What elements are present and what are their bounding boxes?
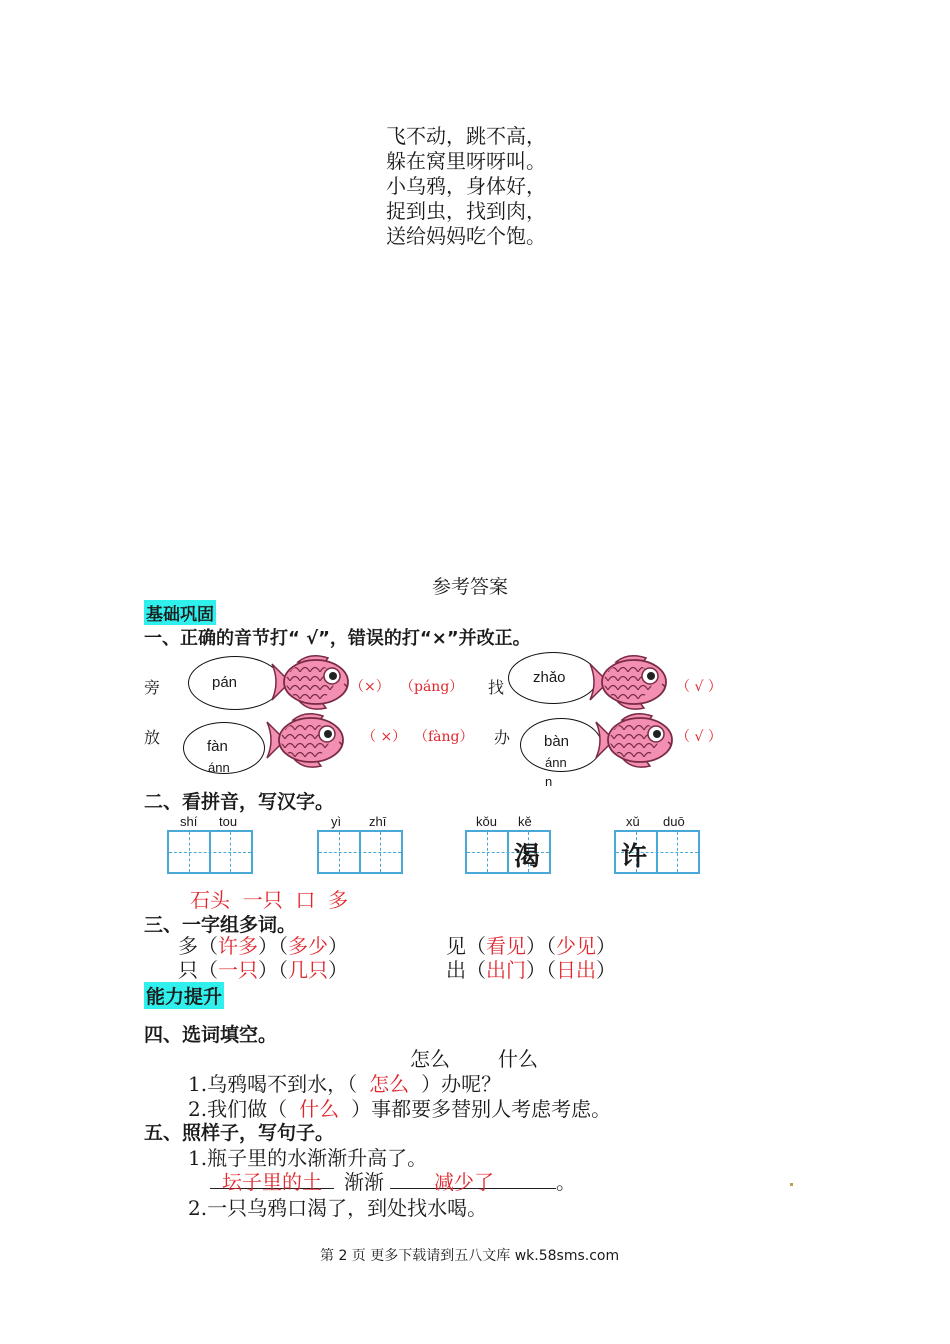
q3-word: 多少 — [288, 934, 328, 958]
poem — [386, 124, 546, 249]
q3-title: 三、一字组多词。 — [144, 914, 297, 936]
q3-row: 出（出门）（日出） — [446, 958, 616, 982]
q3-row: 只（一只）（几只） — [178, 958, 348, 982]
section-advance-label: 能力提升 — [144, 982, 224, 1009]
fish-icon — [270, 654, 354, 714]
q1-char: 办 — [494, 728, 511, 747]
grid-pinyin: tou — [219, 814, 238, 829]
q4-sentence-post: ）办呢？ — [421, 1072, 502, 1096]
q3-char: 见 — [446, 934, 466, 958]
q2-answer: 石头 一只 口 多 — [190, 888, 349, 912]
grid-pinyin: shí — [180, 814, 198, 829]
poem-line: 躲在窝里呀呀叫。 — [386, 149, 546, 173]
q1-mark: （ √ ） — [676, 679, 722, 695]
q3-word: 出门 — [486, 958, 526, 982]
q4-answer: 怎么 — [369, 1072, 410, 1096]
q4-sentence-pre: 1.乌鸦喝不到水，（ — [188, 1072, 358, 1096]
poem-line: 小乌鸦，身体好， — [386, 174, 546, 198]
q1-title: 一、正确的音节打“ √”，错误的打“×”并改正。 — [144, 628, 531, 649]
poem-line: 送给妈妈吃个饱。 — [386, 224, 546, 248]
q3-row: 多（许多）（多少） — [178, 934, 348, 958]
q3-char: 多 — [178, 934, 198, 958]
q4-option: 什么 — [498, 1047, 538, 1071]
q5-title: 五、照样子，写句子。 — [144, 1122, 335, 1144]
q4-title: 四、选词填空。 — [144, 1024, 278, 1046]
poem-line: 捉到虫，找到肉， — [386, 199, 546, 223]
q3-row: 见（看见）（少见） — [446, 934, 616, 958]
q5-mid-text: 渐渐 — [344, 1170, 384, 1194]
q1-char: 找 — [488, 678, 505, 697]
q3-word: 少见 — [556, 934, 596, 958]
q1-mark: （×） — [350, 679, 390, 695]
grid-pinyin: kǒu — [476, 814, 497, 829]
q5-end: 。 — [556, 1170, 576, 1194]
grid-character: 许 — [620, 842, 647, 872]
q1-mark: （ ×） — [362, 729, 407, 745]
q3-word: 许多 — [218, 934, 258, 958]
q4-sentence-post: ）事都要多替别人考虑考虑。 — [351, 1097, 612, 1121]
q4-answer: 什么 — [299, 1097, 340, 1121]
grid-character: 渴 — [513, 842, 540, 872]
q1-pinyin-extra: ánn — [545, 755, 567, 770]
q5-sentence: 2.一只乌鸦口渴了，到处找水喝。 — [188, 1196, 488, 1220]
q2-title: 二、看拼音，写汉字。 — [144, 791, 335, 813]
q1-pinyin: bàn — [544, 733, 570, 750]
q1-char: 放 — [144, 728, 161, 747]
q5-answer-part: 坛子里的土 — [222, 1170, 322, 1194]
q1-mark: （ √ ） — [676, 729, 722, 745]
poem-line: 飞不动，跳不高， — [386, 124, 546, 148]
q1-pinyin: fàn — [207, 738, 228, 755]
q1-pinyin-extra: ánn — [208, 760, 230, 775]
q1-pinyin: zhǎo — [533, 669, 566, 686]
page-footer: 第 2 页 更多下载请到五八文库 wk.58sms.com — [320, 1248, 620, 1264]
q4-sentence-pre: 2.我们做（ — [188, 1097, 288, 1121]
grid-pinyin: kě — [518, 814, 532, 829]
answer-title: 参考答案 — [432, 576, 509, 598]
writing-grid[interactable] — [167, 830, 253, 874]
grid-pinyin: zhī — [369, 814, 387, 829]
q1-pinyin-extra2: n — [545, 774, 553, 789]
fish-icon — [588, 654, 672, 714]
q1-pinyin: pán — [212, 674, 238, 691]
writing-grid[interactable] — [317, 830, 403, 874]
q3-char: 只 — [178, 958, 198, 982]
q5-answer-part: 减少了 — [434, 1170, 494, 1194]
grid-pinyin: duō — [663, 814, 685, 829]
q3-word: 看见 — [486, 934, 526, 958]
grid-pinyin: xǔ — [626, 814, 640, 829]
q1-char: 旁 — [144, 678, 161, 697]
q3-word: 一只 — [218, 958, 258, 982]
q1-correction: （fàng） — [414, 729, 474, 745]
q3-word: 几只 — [288, 958, 328, 982]
fish-icon — [262, 712, 352, 772]
fish-icon — [594, 712, 678, 772]
marker-dot — [790, 1183, 793, 1186]
grid-pinyin: yì — [331, 814, 342, 829]
section-basic-label: 基础巩固 — [144, 600, 216, 625]
q1-correction: （páng） — [400, 679, 464, 695]
q4-option: 怎么 — [410, 1047, 450, 1071]
q3-char: 出 — [446, 958, 466, 982]
q5-example: 1.瓶子里的水渐渐升高了。 — [188, 1146, 428, 1170]
q3-word: 日出 — [556, 958, 596, 982]
